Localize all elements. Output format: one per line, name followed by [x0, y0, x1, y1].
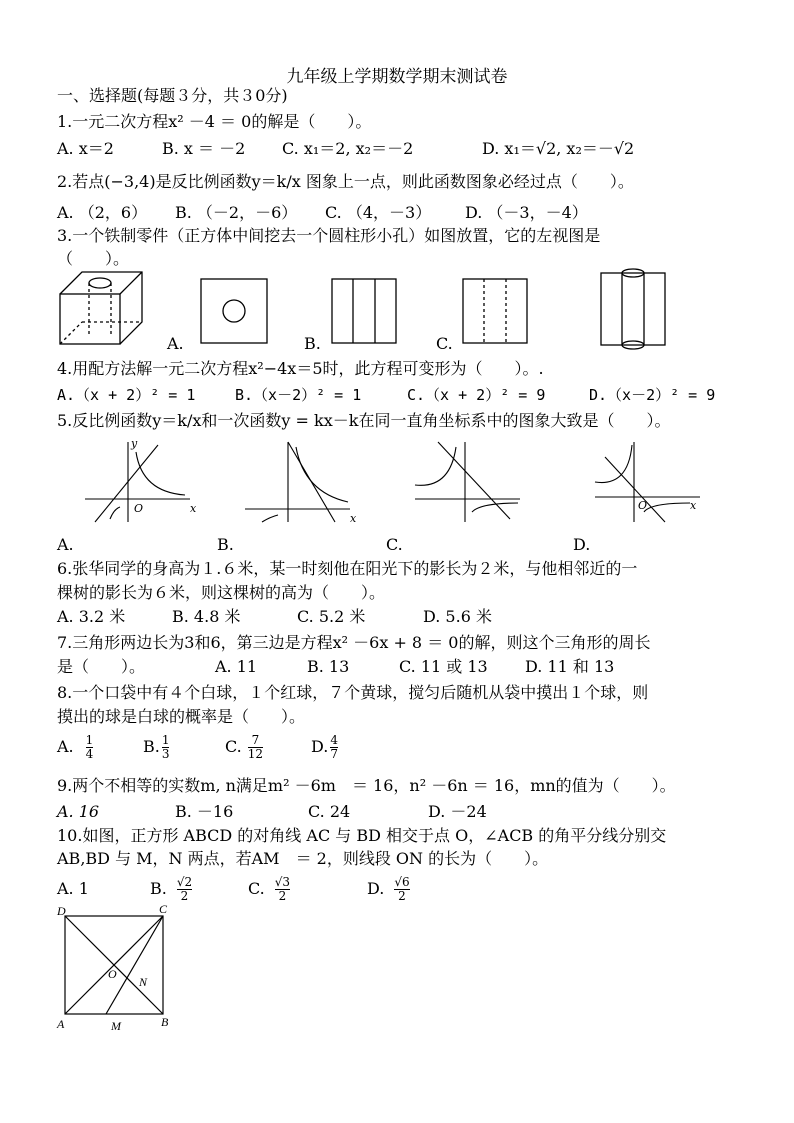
- point-o-label: O: [108, 967, 117, 981]
- option-d: [311, 732, 340, 762]
- q5-graph-b: [240, 437, 360, 527]
- question-8-stem-1: 8.一个口袋中有４个白球，１个红球，７个黄球，搅匀后随机从袋中摸出１个球，则: [57, 683, 649, 702]
- option-d: D.（x－2）² = 9: [589, 386, 716, 404]
- denominator: 2: [275, 889, 290, 903]
- option-a: A. 11: [215, 657, 258, 676]
- option-letter: A.: [57, 737, 74, 756]
- option-letter: C.: [225, 737, 242, 756]
- question-10-stem-2: AB,BD 与 M，N 两点，若AM ＝ 2，则线段 ON 的长为（ ）。: [57, 849, 549, 868]
- point-m-label: M: [111, 1019, 121, 1033]
- question-9-stem: 9.两个不相等的实数m, n满足m² －6m ＝ 16，n² －6n ＝ 16，mn的值为（ ）。: [57, 776, 676, 795]
- question-4-options: [57, 384, 715, 406]
- option-a: A. （2，6）: [57, 203, 148, 222]
- option-b: B.（x－2）² = 1: [235, 386, 362, 404]
- question-3-stem-2: （ ）。: [57, 249, 130, 268]
- origin-label: O: [638, 499, 648, 512]
- q5-graph-a: [80, 437, 200, 527]
- origin-label: O: [134, 502, 144, 515]
- cube-with-hole-figure: [60, 272, 150, 352]
- denominator: 2: [394, 889, 409, 903]
- option-b: B. －16: [175, 802, 234, 821]
- question-10-options: [57, 874, 412, 904]
- question-8-stem-2: 摸出的球是白球的概率是（ ）。: [57, 707, 306, 726]
- square-abcd-figure: [55, 902, 185, 1032]
- q3-option-a-figure: [200, 278, 270, 346]
- question-4-stem: 4.用配方法解一元二次方程x²−4x＝5时，此方程可变形为（ ）。.: [57, 359, 544, 378]
- point-d-label: D: [57, 904, 66, 918]
- option-a: A. 3.2 米: [57, 607, 126, 626]
- option-c: C. 11 或 13: [399, 657, 488, 676]
- question-6-stem-2: 棵树的影长为６米，则这棵树的高为（ ）。: [57, 583, 386, 602]
- option-b: [143, 732, 225, 762]
- numerator: √3: [274, 875, 291, 889]
- option-a: A. 1: [57, 879, 89, 898]
- option-a: A.（x + 2）² = 1: [57, 386, 196, 404]
- option-b: B. 4.8 米: [172, 607, 241, 626]
- question-6-stem-1: 6.张华同学的身高为１.６米，某一时刻他在阳光下的影长为２米，与他相邻近的一: [57, 559, 638, 578]
- y-axis-label: y: [131, 437, 138, 450]
- option-b: B. x ＝ －2: [162, 139, 246, 158]
- numerator: √6: [394, 875, 410, 889]
- x-axis-label: x: [350, 512, 357, 525]
- option-letter: B.: [150, 879, 167, 898]
- q3-option-b-figure: [331, 278, 399, 346]
- option-b: [150, 874, 248, 904]
- question-9-options: [57, 801, 487, 823]
- question-8-options: [57, 732, 340, 762]
- question-2-options: [57, 202, 588, 224]
- option-d: D. x₁＝√2, x₂＝－√2: [482, 139, 635, 158]
- point-a-label: A: [57, 1017, 65, 1031]
- option-b: B. 13: [307, 657, 350, 676]
- x-axis-label: x: [190, 502, 197, 515]
- option-c: C. x₁＝2, x₂＝－2: [282, 139, 414, 158]
- option-c: C. （4，－3）: [325, 203, 432, 222]
- option-letter: D.: [311, 737, 329, 756]
- question-6-options: [57, 606, 492, 628]
- option-d: D. 11 和 13: [525, 657, 615, 676]
- denominator: 12: [247, 747, 264, 761]
- option-a: A. 16: [57, 802, 100, 821]
- point-n-label: N: [139, 975, 148, 989]
- option-d: [367, 874, 412, 904]
- q5-label-d: D.: [573, 535, 591, 554]
- q3-label-c: C.: [436, 334, 453, 353]
- numerator: 1: [85, 733, 94, 747]
- q3-option-c-figure: [462, 278, 530, 346]
- q5-label-c: C.: [386, 535, 403, 554]
- question-10-stem-1: 10.如图，正方形 ABCD 的对角线 AC 与 BD 相交于点 O，∠ACB 的角平分线分别交: [57, 826, 667, 845]
- question-1-stem: 1.一元二次方程x² －4 ＝ 0的解是（ ）。: [57, 112, 372, 131]
- question-7-line-2: [57, 656, 614, 678]
- question-7-stem-2: 是（ ）。: [57, 657, 146, 676]
- option-letter: B.: [143, 737, 160, 756]
- option-c: [225, 732, 311, 762]
- option-c: [248, 874, 367, 904]
- denominator: 2: [177, 889, 192, 903]
- q5-graph-c: [410, 437, 530, 527]
- q5-label-a: A.: [57, 535, 74, 554]
- q5-label-b: B.: [217, 535, 234, 554]
- denominator: 7: [330, 747, 338, 761]
- numerator: 1: [161, 733, 170, 747]
- point-c-label: C: [159, 902, 168, 916]
- option-a: [57, 732, 143, 762]
- numerator: 7: [251, 733, 260, 747]
- option-c: C.（x + 2）² = 9: [407, 386, 546, 404]
- question-1-options: [57, 138, 634, 160]
- option-d: D. －24: [428, 802, 487, 821]
- numerator: 4: [330, 733, 338, 747]
- option-c: C. 5.2 米: [297, 607, 366, 626]
- q3-label-b: B.: [304, 334, 321, 353]
- question-2-stem: 2.若点(−3,4)是反比例函数y＝k/x 图象上一点，则此函数图象必经过点（ ）。: [57, 172, 634, 191]
- q3-option-d-figure: [600, 272, 670, 350]
- denominator: 3: [161, 747, 170, 761]
- section-heading: 一、选择题(每题３分，共３0分): [57, 86, 288, 105]
- q5-graph-d: [590, 437, 710, 527]
- option-a: A. x＝2: [57, 139, 114, 158]
- option-letter: D.: [367, 879, 385, 898]
- q3-label-a: A.: [167, 334, 184, 353]
- page-title: 九年级上学期数学期末测试卷: [286, 67, 508, 87]
- option-c: C. 24: [308, 802, 351, 821]
- option-d: D. （－3，－4）: [465, 203, 588, 222]
- option-letter: C.: [248, 879, 265, 898]
- numerator: √2: [176, 875, 193, 889]
- question-3-stem-1: 3.一个铁制零件（正方体中间挖去一个圆柱形小孔）如图放置，它的左视图是: [57, 226, 601, 245]
- point-b-label: B: [161, 1015, 169, 1029]
- x-axis-label: x: [690, 499, 697, 512]
- question-5-stem: 5.反比例函数y＝k/x和一次函数y = kx－k在同一直角坐标系中的图象大致是（ ）。: [57, 411, 671, 430]
- denominator: 4: [85, 747, 94, 761]
- option-d: D. 5.6 米: [423, 607, 492, 626]
- option-b: B. （－2，－6）: [175, 203, 298, 222]
- question-7-stem-1: 7.三角形两边长为3和6，第三边是方程x² －6x + 8 ＝ 0的解，则这个三角形的周长: [57, 633, 651, 652]
